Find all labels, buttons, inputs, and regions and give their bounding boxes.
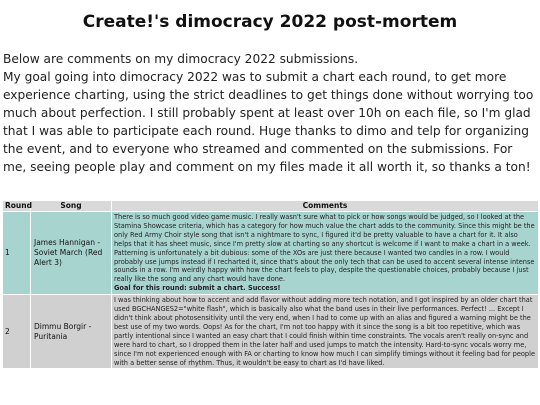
- table-header-row: [3, 201, 539, 212]
- song-title: Dimmu Borgir - Puritania: [31, 295, 112, 369]
- comment-cell: [112, 295, 539, 369]
- header-round: Round: [3, 201, 31, 212]
- round-number: 1: [3, 212, 31, 295]
- comment-cell: [112, 212, 539, 295]
- table-row: [3, 212, 539, 295]
- header-song: Song: [31, 201, 112, 212]
- table-row: [3, 295, 539, 369]
- header-comments: Comments: [112, 201, 539, 212]
- song-title: James Hannigan - Soviet March (Red Alert 3): [31, 212, 112, 295]
- round-goal: Goal for this round: submit a chart. Success!: [114, 284, 281, 293]
- intro-text: [3, 50, 539, 176]
- comment-text: I was thinking about how to accent and add flavor without adding more tech notation, and I got inspired by an older chart that used BGCHANGES2="white flash", which is basically also what the band uses in their live performances. Perfect! ... Except I didn't think about photosensitivity until the very end, when I had to come up with an alias and figured a warning might be the best use of my two words. Oops! As for the chart, I'm not too happy with it since the song is a bit too repetitive, which was partly intentional since I wanted an easy chart that I could finish within time constraints. The vocals aren't really on-sync and were hard to chart, so I dropped them in the later half and used jumps to match the intensity. Hard-to-sync vocals worry me, since I'm not experienced enough with FA or charting to know how much I can simplify timings without it feeling bad for people with a better sense of rhythm. Thus, it wouldn't be easy to chart as I'd have liked.: [114, 296, 535, 367]
- intro-paragraph: My goal going into dimocracy 2022 was to submit a chart each round, to get more experience charting, using the strict deadlines to get things done without worrying too much about perfection. I still probably spent at least over 10h on each file, so I'm glad that I was able to participate each round. Huge thanks to dimo and telp for organizing the event, and to everyone who streamed and commented on the submissions. For me, seeing people play and comment on my files made it all worth it, so thanks a ton!: [3, 70, 534, 174]
- page-title: Create!'s dimocracy 2022 post-mortem: [82, 12, 458, 32]
- comments-table: [2, 200, 539, 369]
- intro-line: Below are comments on my dimocracy 2022 submissions.: [3, 52, 359, 66]
- round-number: 2: [3, 295, 31, 369]
- comment-text: There is so much good video game music. I really wasn't sure what to pick or how songs would be judged, so I looked at the Stamina Showcase criteria, which has a category for how much value the chart adds to the community. Since this might be the only Red Army Choir style song that isn't a nightmare to sync, I figured it'd be pretty valuable to have a chart for it. It also helps that it has sheet music, since I'm pretty slow at charting so any shortcut is welcome if I want to make a chart in a week. Patterning is unfortunately a bit dubious: some of the XOs are just there because I wanted two candles in a row. I would probably use jumps instead if I recharted it, since that's about the only tech that can be used to accent several intense intense sounds in a row. I'm weirdly happy with how the chart feels to play, despite the questionable choices, probably because I just really like the song and any chart would have done.: [114, 213, 535, 284]
